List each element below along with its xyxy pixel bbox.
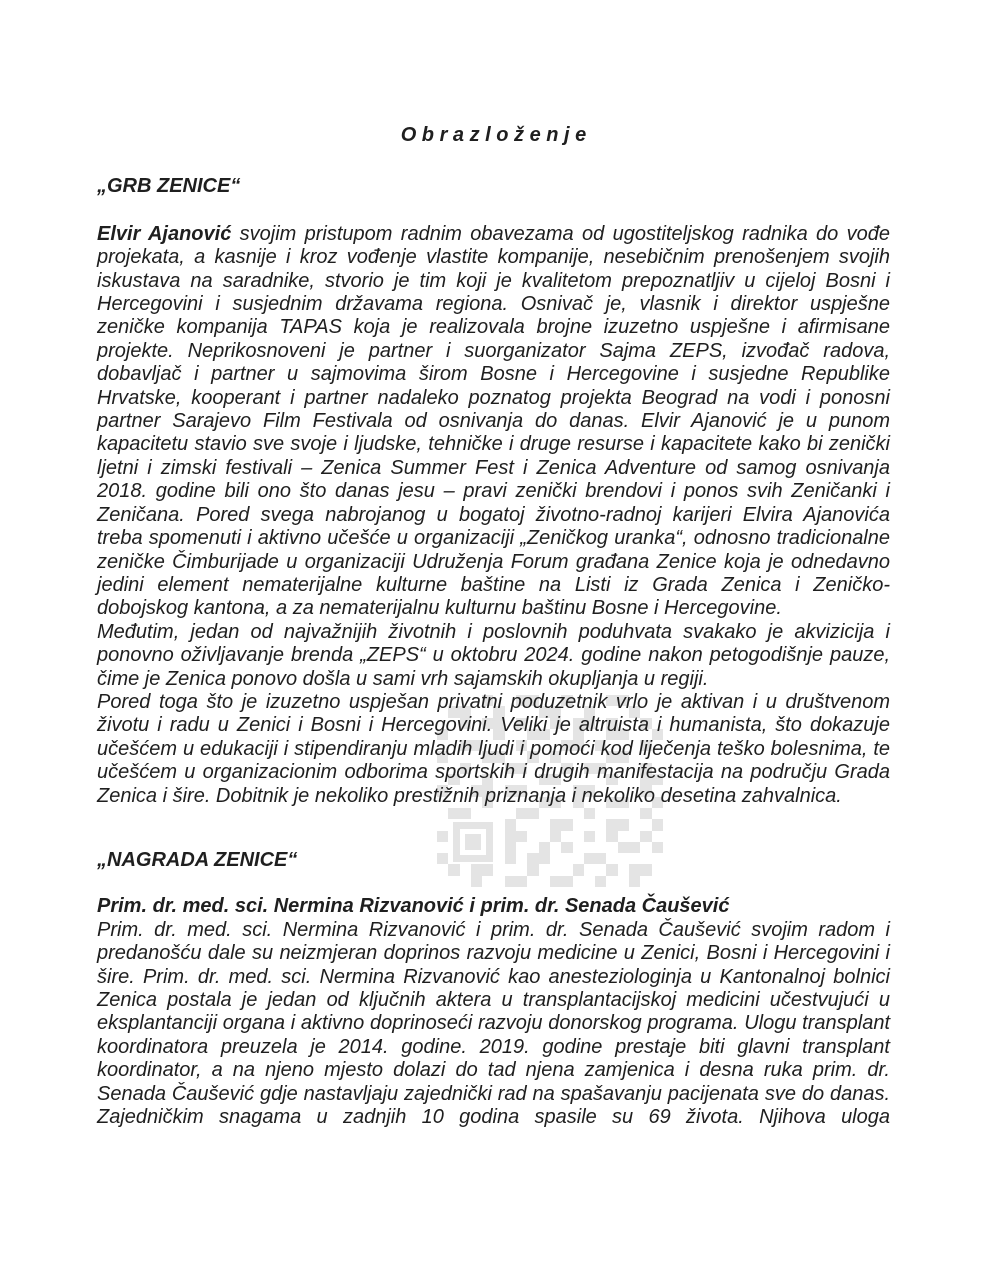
paragraph-humanitarian-work: Pored toga što je izuzetno uspješan privatni poduzetnik vrlo je aktivan i u društvenom životu i radu u Zenici i Bosni i Hercegovini. Veliki je altruista i humanista, što dokazuje učešćem u edukaciji i stipendiranju mladih ljudi i pomoći kod liječenja teško bolesnima, te učešćem u organizacionim odborima sportskih i drugih manifestacija na području Grada Zenica i šire. Dobitnik je nekoliko prestižnih priznanja i nekoliko desetina zahvalnica. (97, 690, 890, 807)
paragraph-body-text: svojim pristupom radnim obavezama od ugostiteljskog radnika do vođe projekata, a kasnije i kroz vođenje vlastite kompanije, nesebičnim prenošenjem svojih iskustava na saradnike, stvorio je tim koji je kvalitetom prepoznatljiv u cijeloj Bosni i Hercegovini i susjednim državama regiona. Osnivač je, vlasnik i direktor uspješne zeničke kompanija TAPAS koja je realizovala brojne izuzetno uspješne i afirmisane projekte. Neprikosnoveni je partner i suorganizator Sajma ZEPS, izvođač radova, dobavljač i partner u sajmovima širom Bosne i Hercegovine i susjedne Republike Hrvatske, kooperant i partner nadaleko poznatog projekta Beograd na vodi i ponosni partner Sarajevo Film Festivala od osnivanja do danas. Elvir Ajanović je u punom kapacitetu stavio sve svoje i ljudske, tehničke i druge resurse i kapacitete kako bi zenički ljetni i zimski festivali – Zenica Summer Fest i Zenica Adventure od samog osnivanja 2018. godine bili ono što danas jesu – pravi zenički brendovi i ponos svih Zeničanki i Zeničana. Pored svega nabrojanog u bogatoj životno-radnoj karijeri Elvira Ajanovića treba spomenuti i aktivno učešće u organizaciji „Zeničkog uranka“, odnosno tradicionalne zeničke Čimburijade u organizaciji Udruženja Forum građana Zenice koja je odnedavno jedini element nematerijalne kulturne baštine na Listi iz Grada Zenica i Zeničko-dobojskog kantona, a za nematerijalnu kulturnu baštinu Bosne i Hercegovine. (97, 222, 890, 620)
document-title: O b r a z l o ž e n j e (400, 124, 587, 146)
paragraph-doctors-contribution: Prim. dr. med. sci. Nermina Rizvanović i prim. dr. Senada Čaušević svojim radom i predanošću dale su neizmjeran doprinos razvoju medicine u Zenici, Bosni i Hercegovini i šire. Prim. dr. med. sci. Nermina Rizvanović kao anesteziologinja u Kantonalnoj bolnici Zenica postala je jedan od ključnih aktera u transplantacijskoj medicini učestvujući u eksplantanciji organa i aktivno doprinoseći razvoju donorskog programa. Ulogu transplant koordinatora preuzela je 2014. godine. 2019. godine prestaje biti glavni transplant koordinator, a na njeno mjesto dolazi do tad njena zamjenica i desna ruka prim. dr. Senada Čaušević gdje nastavljaju zajednički rad na spašavanju pacijenata sve do danas. Zajedničkim snagama u zadnjih 10 godina spasile su 69 života. Njihova uloga (97, 918, 890, 1129)
document-body (0, 124, 1000, 1129)
paragraph-lead-name: Elvir Ajanović (97, 222, 232, 245)
section-heading-grb-zenice: „GRB ZENICE“ (97, 175, 241, 198)
section-heading-nagrada-zenice: „NAGRADA ZENICE“ (97, 848, 298, 871)
paragraph-zeps-acquisition: Međutim, jedan od najvažnijih životnih i poslovnih poduhvata svakako je akvizicija i ponovno oživljavanje brenda „ZEPS“ u oktobru 2024. godine nakon petogodišnje pauze, čime je Zenica ponovo došla u sami vrh sajamskih okupljanja u regiji. (97, 620, 890, 690)
subheading-doctor-names: Prim. dr. med. sci. Nermina Rizvanović i prim. dr. Senada Čaušević (97, 895, 730, 918)
paragraph-elvir-ajanovic (97, 223, 890, 621)
